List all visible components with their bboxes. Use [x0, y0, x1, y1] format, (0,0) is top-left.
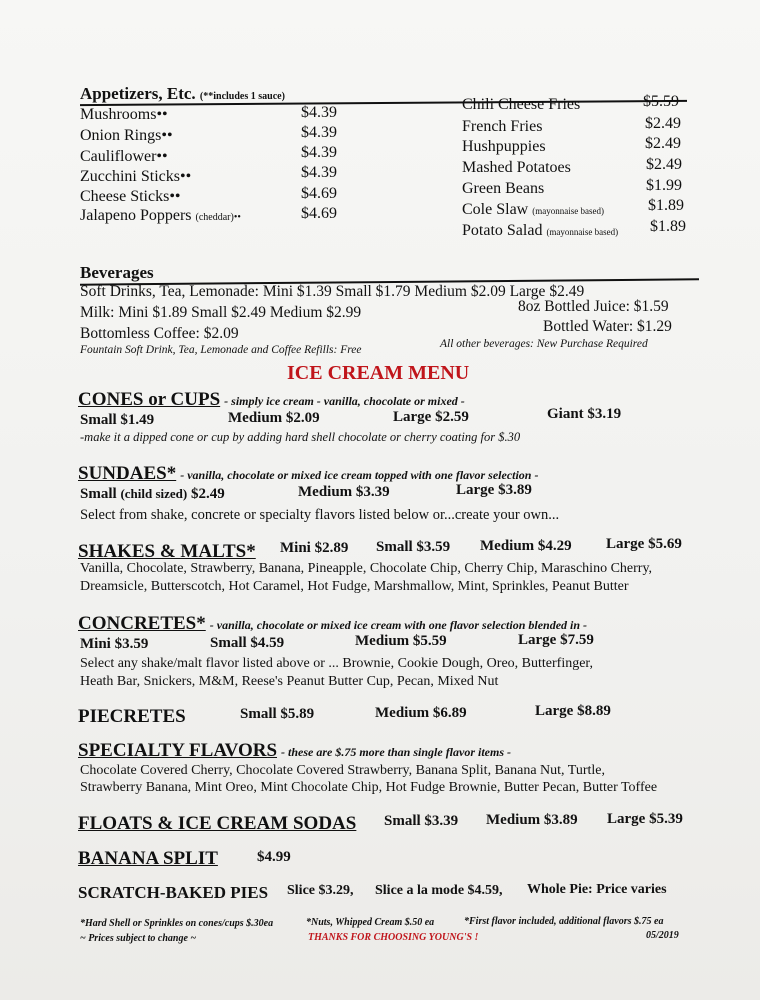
footer-date: 05/2019: [646, 930, 679, 941]
shakes-size-medium: Medium $4.29: [480, 538, 572, 554]
appetizers-title: [80, 84, 285, 104]
shakes-flavors-line2: Dreamsicle, Butterscotch, Hot Caramel, Hot Fudge, Marshmallow, Mint, Sprinkles, Peanut Butter: [80, 579, 629, 594]
menu-item-price: $2.49: [646, 156, 682, 173]
menu-item-price: $1.89: [650, 218, 686, 235]
menu-item-price: $4.69: [301, 185, 337, 202]
sundaes-title: SUNDAES*: [78, 463, 177, 484]
cones-size-large: Large $2.59: [393, 409, 469, 425]
specialty-flavors-line2: Strawberry Banana, Mint Oreo, Mint Chocolate Chip, Hot Fudge Brownie, Butter Pecan, Butter Toffee: [80, 780, 658, 795]
concretes-size-small: Small $4.59: [210, 635, 285, 651]
beverages-title: Beverages: [80, 263, 154, 282]
footer-flavors-note: *First flavor included, additional flavors $.75 ea: [464, 916, 664, 927]
menu-item-price: $2.49: [645, 135, 681, 152]
specialty-title: SPECIALTY FLAVORS: [78, 740, 278, 761]
piecretes-size-medium: Medium $6.89: [375, 705, 467, 721]
concretes-size-large: Large $7.59: [518, 632, 594, 648]
footer-prices-note: ~ Prices subject to change ~: [80, 933, 197, 944]
menu-item-price: $5.59: [643, 93, 679, 110]
piecretes-size-large: Large $8.89: [535, 703, 611, 719]
ice-cream-menu-title: ICE CREAM MENU: [287, 362, 470, 384]
menu-item-name: [462, 222, 618, 240]
footer-nuts-note: *Nuts, Whipped Cream $.50 ea: [306, 917, 435, 928]
pies-slice: Slice $3.29,: [287, 883, 354, 898]
sundaes-size-small: [80, 486, 225, 503]
appetizers-title-text: Appetizers, Etc.: [80, 84, 196, 103]
cones-dipped-note: -make it a dipped cone or cup by adding hard shell chocolate or cherry coating for $.30: [80, 430, 521, 444]
sundaes-small-price: $2.49: [191, 486, 225, 502]
shakes-size-mini: Mini $2.89: [280, 540, 349, 556]
menu-item-name: Onion Rings••: [80, 127, 173, 144]
cones-size-medium: Medium $2.09: [228, 410, 320, 426]
sundaes-select-note: Select from shake, concrete or specialty flavors listed below or...create your own...: [80, 507, 560, 523]
floats-size-large: Large $5.39: [607, 811, 683, 827]
menu-item-name: Cauliflower••: [80, 148, 168, 165]
shakes-title: SHAKES & MALTS*: [78, 541, 256, 562]
beverages-coffee: Bottomless Coffee: $2.09: [80, 325, 239, 342]
floats-size-small: Small $3.39: [384, 813, 459, 829]
menu-item-name-text: Cole Slaw: [462, 201, 529, 218]
menu-item-price: $4.69: [301, 205, 337, 222]
menu-item-price: $4.39: [301, 164, 337, 181]
banana-split-price: $4.99: [257, 849, 291, 865]
menu-item-name: French Fries: [462, 118, 543, 135]
menu-item-price: $4.39: [301, 104, 337, 121]
menu-item-price: $4.39: [301, 124, 337, 141]
sundaes-size-large: Large $3.89: [456, 482, 532, 498]
menu-item-name: Green Beans: [462, 180, 545, 197]
floats-title: FLOATS & ICE CREAM SODAS: [78, 813, 357, 834]
concretes-flavors-line2: Heath Bar, Snickers, M&M, Reese's Peanut Butter Cup, Pecan, Mixed Nut: [80, 674, 499, 689]
menu-item-name: [462, 201, 604, 219]
pies-a-la-mode: Slice a la mode $4.59,: [375, 883, 503, 898]
shakes-header: [78, 541, 256, 563]
cones-desc: - simply ice cream - vanilla, chocolate or mixed -: [224, 394, 465, 408]
menu-item-name-text: Jalapeno Poppers: [80, 207, 192, 224]
beverages-milk: Milk: Mini $1.89 Small $2.49 Medium $2.99: [80, 304, 362, 321]
piecretes-size-small: Small $5.89: [240, 706, 315, 722]
beverages-water: Bottled Water: $1.29: [543, 318, 672, 335]
concretes-desc: - vanilla, chocolate or mixed ice cream with one flavor selection blended in -: [209, 618, 588, 632]
concretes-title: CONCRETES*: [78, 613, 206, 634]
specialty-header: [78, 740, 511, 762]
floats-size-medium: Medium $3.89: [486, 812, 578, 828]
shakes-size-large: Large $5.69: [606, 536, 682, 552]
footer-hard-shell-note: *Hard Shell or Sprinkles on cones/cups $.30ea: [80, 918, 274, 929]
menu-item-name: Mushrooms••: [80, 106, 168, 123]
cones-title: CONES or CUPS: [78, 389, 221, 410]
sundaes-small-note: (child sized): [120, 486, 188, 501]
menu-item-name: Cheese Sticks••: [80, 188, 181, 205]
specialty-flavors-line1: Chocolate Covered Cherry, Chocolate Covered Strawberry, Banana Split, Banana Nut, Turtle,: [80, 763, 606, 778]
sundaes-small-label: Small: [80, 486, 117, 502]
beverages-refill-note: Fountain Soft Drink, Tea, Lemonade and Coffee Refills: Free: [80, 344, 362, 356]
appetizers-sauce-note: (**includes 1 sauce): [199, 91, 285, 102]
beverages-soft-drinks: Soft Drinks, Tea, Lemonade: Mini $1.39 Small $1.79 Medium $2.09 Large $2.49: [80, 283, 585, 300]
menu-item-name: Zucchini Sticks••: [80, 168, 192, 185]
shakes-flavors-line1: Vanilla, Chocolate, Strawberry, Banana, Pineapple, Chocolate Chip, Cherry Chip, Maraschino Cherry,: [80, 561, 653, 576]
cones-size-small: Small $1.49: [80, 412, 155, 428]
menu-item-price: $4.39: [301, 144, 337, 161]
menu-item-name: [80, 207, 241, 225]
beverages-juice: 8oz Bottled Juice: $1.59: [518, 298, 669, 315]
beverages-purchase-note: All other beverages: New Purchase Required: [440, 338, 648, 350]
footer-thanks: THANKS FOR CHOOSING YOUNG'S !: [308, 932, 479, 943]
menu-item-name: Hushpuppies: [462, 138, 546, 155]
piecretes-title: PIECRETES: [78, 706, 186, 727]
menu-item-price: $1.99: [646, 177, 682, 194]
menu-item-detail: (cheddar)••: [195, 212, 241, 223]
sundaes-desc: - vanilla, chocolate or mixed ice cream topped with one flavor selection -: [180, 468, 539, 482]
pies-whole: Whole Pie: Price varies: [527, 882, 667, 897]
cones-header: [78, 389, 465, 411]
sundaes-size-medium: Medium $3.39: [298, 484, 390, 500]
menu-item-detail: (mayonnaise based): [546, 227, 619, 237]
menu-item-name-text: Potato Salad: [462, 222, 543, 239]
pies-title: SCRATCH-BAKED PIES: [78, 883, 269, 902]
banana-split-title: BANANA SPLIT: [78, 848, 218, 869]
concretes-header: [78, 613, 587, 635]
concretes-size-mini: Mini $3.59: [80, 636, 149, 652]
specialty-desc: - these are $.75 more than single flavor items -: [281, 745, 512, 759]
concretes-flavors-line1: Select any shake/malt flavor listed above or ... Brownie, Cookie Dough, Oreo, Butterfinger,: [80, 656, 594, 671]
menu-item-detail: (mayonnaise based): [532, 206, 604, 216]
concretes-size-medium: Medium $5.59: [355, 633, 447, 649]
menu-item-price: $2.49: [645, 115, 681, 132]
cones-size-giant: Giant $3.19: [547, 406, 622, 422]
menu-item-price: $1.89: [648, 197, 684, 214]
menu-item-name: Mashed Potatoes: [462, 159, 571, 176]
menu-item-name: Chili Cheese Fries: [462, 96, 581, 113]
shakes-size-small: Small $3.59: [376, 539, 451, 555]
